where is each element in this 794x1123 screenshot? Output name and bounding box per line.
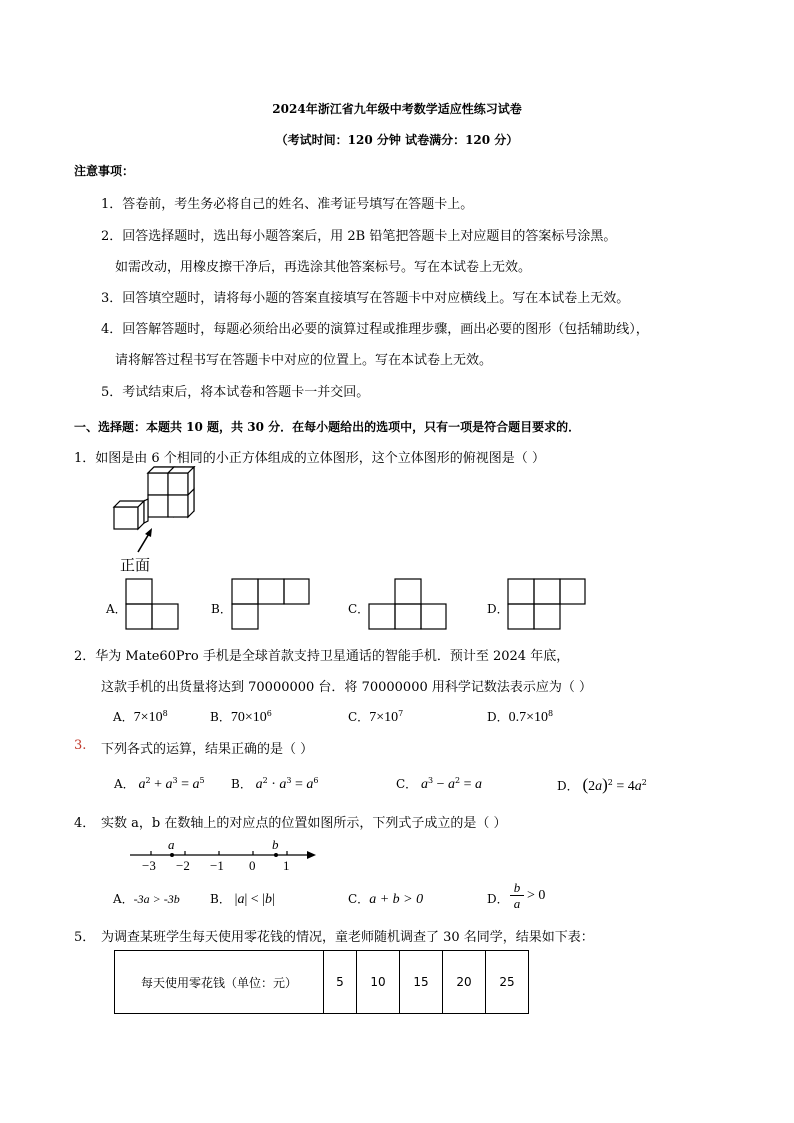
question-4: 实数 a，b 在数轴上的对应点的位置如图所示，下列式子成立的是（ ） (101, 816, 507, 831)
question-2-line1: 2．华为 Mate60Pro 手机是全球首款支持卫星通话的智能手机．预计至 2024 年底， (74, 649, 570, 664)
cube-figure (108, 466, 208, 576)
q2-option-c: C．$7\times 10^7$ (348, 709, 404, 725)
notice-item: 1．答卷前，考生务必将自己的姓名、准考证号填写在答题卡上。 (101, 197, 474, 212)
question-3-number: 3. (74, 738, 87, 753)
table-cell: 15 (400, 951, 443, 1014)
notice-item: 如需改动，用橡皮擦干净后，再选涂其他答案标号。写在本试卷上无效。 (115, 260, 532, 275)
q3-option-c: C． $a^3 - a^2 = a$ (396, 776, 483, 792)
point-b-label: b (272, 838, 279, 852)
q1-option-d-figure (507, 578, 587, 630)
notice-item: 请将解答过程书写在答题卡中对应的位置上。写在本试卷上无效。 (115, 353, 493, 368)
q3-option-a: A． $a^2 + a^3 = a^5$ (114, 776, 205, 792)
table-cell: 10 (357, 951, 400, 1014)
q4-option-c: C．a + b > 0 (348, 892, 424, 907)
notice-item: 5．考试结束后，将本试卷和答题卡一并交回。 (101, 385, 370, 400)
notice-item: 4．回答解答题时，每题必须给出必要的演算过程或推理步骤，画出必要的图形（包括辅助线）， (101, 322, 649, 337)
question-2-line2: 这款手机的出货量将达到 70000000 台．将 70000000 用科学记数法表示应为（ ） (101, 680, 592, 695)
tick-label: −3 (142, 858, 156, 873)
number-line (126, 838, 322, 874)
tick-label: 0 (249, 858, 256, 873)
question-4-number: 4． (74, 816, 96, 831)
q2-option-b: B．$70\times 10^6$ (210, 709, 272, 725)
table-cell: 5 (324, 951, 357, 1014)
q3-option-b: B． $a^2 \cdot a^3 = a^6$ (231, 776, 319, 792)
q1-option-b-label: B． (211, 602, 232, 616)
allowance-table (114, 950, 529, 1014)
point-a-label: a (168, 838, 175, 852)
question-1: 1．如图是由 6 个相同的小正方体组成的立体图形，这个立体图形的俯视图是（ ） (74, 451, 545, 466)
table-cell: 25 (486, 951, 529, 1014)
table-header-cell: 每天使用零花钱（单位：元） (115, 951, 324, 1014)
question-3: 下列各式的运算，结果正确的是（ ） (101, 742, 314, 757)
question-5: 为调查某班学生每天使用零花钱的情况，童老师随机调查了 30 名同学，结果如下表： (101, 930, 594, 945)
tick-label: −2 (176, 858, 190, 873)
q4-option-a: A．-3a > -3b (113, 892, 180, 906)
q4-option-b: B． |a| < |b| (210, 892, 275, 907)
q2-option-a: A．$7\times 10^8$ (113, 709, 168, 725)
q1-option-a-label: A． (106, 602, 127, 616)
q1-option-c-label: C． (348, 602, 370, 616)
q3-option-d: D． $(2a)^2 = 4a^2$ (557, 775, 647, 794)
question-5-number: 5． (74, 930, 96, 945)
q1-option-c-figure (368, 578, 448, 630)
q2-option-d: D．$0.7\times 10^8$ (487, 709, 554, 725)
q1-option-a-figure (125, 578, 181, 630)
notice-item: 3．回答填空题时，请将每小题的答案直接填写在答题卡中对应横线上。写在本试卷上无效。 (101, 291, 630, 306)
notice-heading: 注意事项： (74, 164, 135, 178)
q4-option-d-fraction: b a (510, 880, 524, 911)
table-row (115, 951, 529, 1014)
table-cell: 20 (443, 951, 486, 1014)
tick-label: −1 (210, 858, 224, 873)
q1-option-b-figure (231, 578, 311, 630)
tick-label: 1 (283, 858, 290, 873)
q1-option-d-label: D． (487, 602, 509, 616)
notice-item: 2．回答选择题时，选出每小题答案后，用 2B 铅笔把答题卡上对应题目的答案标号涂黑。 (101, 229, 617, 244)
q4-option-d-label: D． (487, 892, 509, 906)
section-heading: 一、选择题：本题共 10 题，共 30 分．在每小题给出的选项中，只有一项是符合题目要求的． (74, 420, 581, 434)
q4-option-d-ineq: > 0 (527, 888, 546, 903)
page-subtitle: （考试时间：120 分钟 试卷满分：120 分） (275, 133, 519, 147)
page-title: 2024年浙江省九年级中考数学适应性练习试卷 (272, 102, 522, 116)
front-label: 正面 (120, 558, 151, 574)
